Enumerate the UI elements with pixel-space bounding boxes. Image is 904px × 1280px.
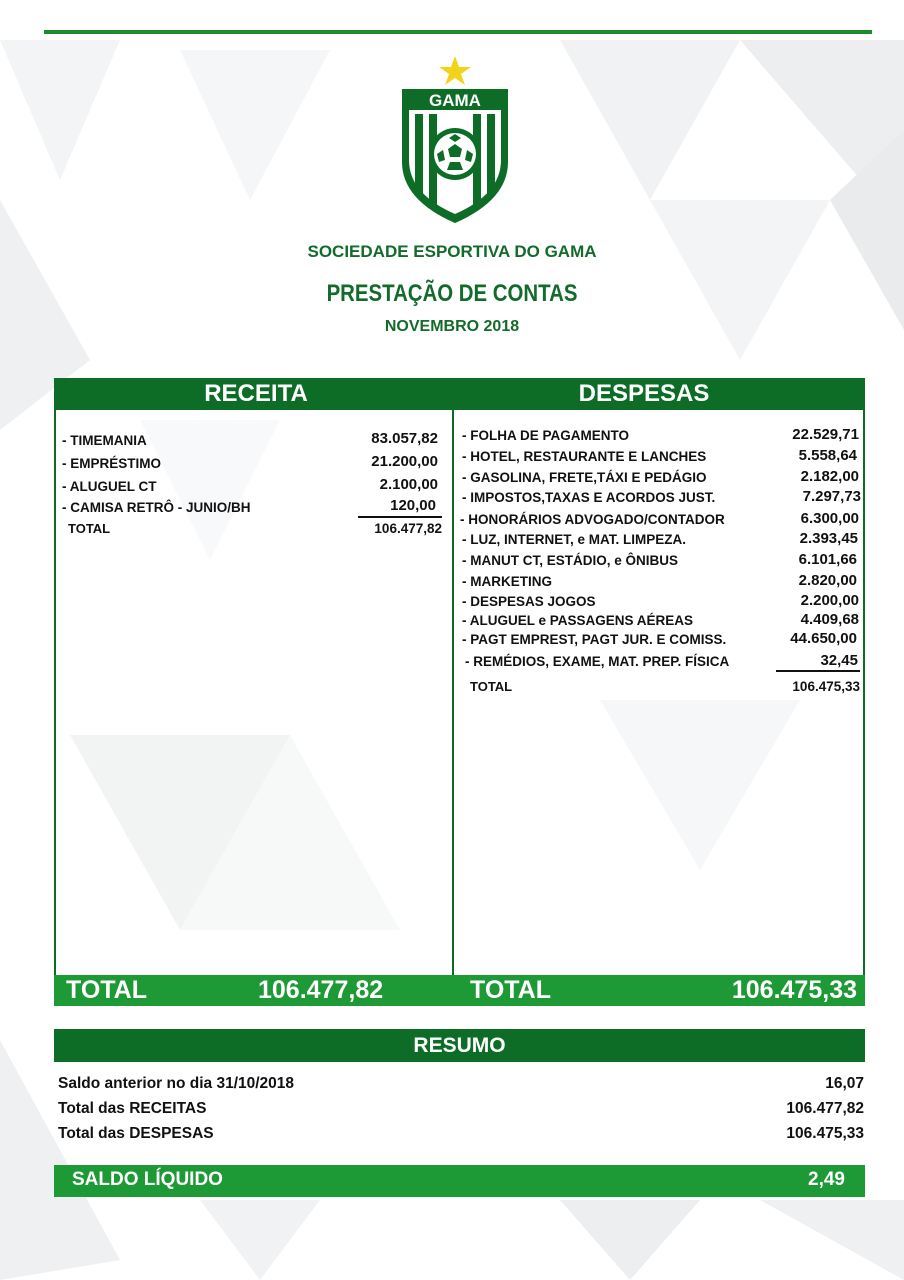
- despesa-item-value: 22.529,71: [792, 426, 859, 443]
- despesa-item-label: - MANUT CT, ESTÁDIO, e ÔNIBUS: [462, 553, 679, 568]
- top-rule: [44, 30, 872, 34]
- receita-total-label: TOTAL: [68, 521, 111, 536]
- receita-item-label: - CAMISA RETRÔ - JUNIO/BH: [62, 500, 251, 515]
- despesa-item-value: 44.650,00: [790, 630, 857, 647]
- resumo-row-label: Total das RECEITAS: [58, 1100, 207, 1117]
- resumo-row-value: 16,07: [825, 1075, 864, 1092]
- despesa-item-label: - REMÉDIOS, EXAME, MAT. PREP. FÍSICA: [465, 654, 730, 669]
- receita-grand-total-label: TOTAL: [66, 976, 148, 1004]
- receita-item-label: - TIMEMANIA: [62, 433, 147, 448]
- receita-total-value: 106.477,82: [374, 521, 442, 536]
- receita-grand-total-value: 106.477,82: [258, 976, 384, 1004]
- resumo-row-label: Saldo anterior no dia 31/10/2018: [58, 1075, 295, 1092]
- receita-sum-rule: [358, 516, 442, 518]
- despesa-item-label: - IMPOSTOS,TAXAS E ACORDOS JUST.: [462, 490, 716, 505]
- despesa-item-value: 5.558,64: [798, 447, 857, 464]
- despesas-sum-rule: [776, 670, 860, 672]
- receita-heading: RECEITA: [204, 380, 308, 407]
- despesa-item-label: - PAGT EMPREST, PAGT JUR. E COMISS.: [462, 632, 727, 647]
- despesas-heading: DESPESAS: [578, 380, 710, 407]
- despesa-item-value: 32,45: [820, 652, 858, 669]
- resumo-title: RESUMO: [413, 1034, 506, 1057]
- resumo-row-value: 106.477,82: [786, 1100, 864, 1117]
- report-period: NOVEMBRO 2018: [384, 318, 520, 335]
- receita-item-label: - ALUGUEL CT: [62, 479, 157, 494]
- column-divider: [452, 410, 454, 976]
- receita-item-label: - EMPRÉSTIMO: [62, 456, 162, 471]
- despesa-item-value: 4.409,68: [800, 611, 859, 628]
- despesa-item-label: - LUZ, INTERNET, e MAT. LIMPEZA.: [462, 532, 686, 547]
- resumo-header: [54, 1029, 865, 1062]
- despesa-item-label: - HONORÁRIOS ADVOGADO/CONTADOR: [460, 512, 725, 527]
- receita-item-value: 2.100,00: [379, 476, 438, 493]
- despesa-item-label: - HOTEL, RESTAURANTE E LANCHES: [462, 449, 707, 464]
- despesa-item-value: 6.101,66: [798, 551, 857, 568]
- despesas-grand-total-label: TOTAL: [470, 976, 552, 1004]
- org-name: SOCIEDADE ESPORTIVA DO GAMA: [307, 242, 597, 261]
- despesas-grand-total-value: 106.475,33: [731, 976, 857, 1004]
- logo-text: GAMA: [429, 91, 481, 110]
- resumo-row-value: 106.475,33: [786, 1125, 864, 1142]
- despesa-item-label: - ALUGUEL e PASSAGENS AÉREAS: [462, 613, 694, 628]
- saldo-liquido-value: 2,49: [808, 1169, 845, 1190]
- receita-item-value: 21.200,00: [371, 453, 438, 470]
- despesa-item-label: - GASOLINA, FRETE,TÁXI E PEDÁGIO: [462, 470, 707, 485]
- despesa-item-value: 2.820,00: [798, 572, 857, 589]
- accounts-table: [54, 378, 865, 1006]
- resumo-row-label: Total das DESPESAS: [58, 1125, 214, 1142]
- receita-item-value: 120,00: [390, 497, 436, 514]
- totals-bar: [54, 975, 865, 1006]
- despesa-item-value: 6.300,00: [800, 510, 859, 527]
- saldo-liquido-bar: [54, 1165, 865, 1197]
- despesa-item-value: 7.297,73: [802, 488, 861, 505]
- despesa-item-value: 2.200,00: [800, 592, 859, 609]
- star-icon: [439, 56, 471, 85]
- report-title: PRESTAÇÃO DE CONTAS: [326, 280, 578, 307]
- despesa-item-label: - MARKETING: [462, 574, 552, 589]
- saldo-liquido-label: SALDO LÍQUIDO: [72, 1169, 223, 1190]
- despesas-total-label: TOTAL: [470, 679, 513, 694]
- receita-item-value: 83.057,82: [371, 430, 438, 447]
- despesa-item-value: 2.182,00: [800, 468, 859, 485]
- despesa-item-label: - DESPESAS JOGOS: [462, 594, 596, 609]
- despesa-item-label: - FOLHA DE PAGAMENTO: [462, 428, 629, 443]
- despesa-item-value: 2.393,45: [799, 530, 858, 547]
- club-crest-logo: [395, 54, 515, 226]
- despesas-total-value: 106.475,33: [792, 679, 860, 694]
